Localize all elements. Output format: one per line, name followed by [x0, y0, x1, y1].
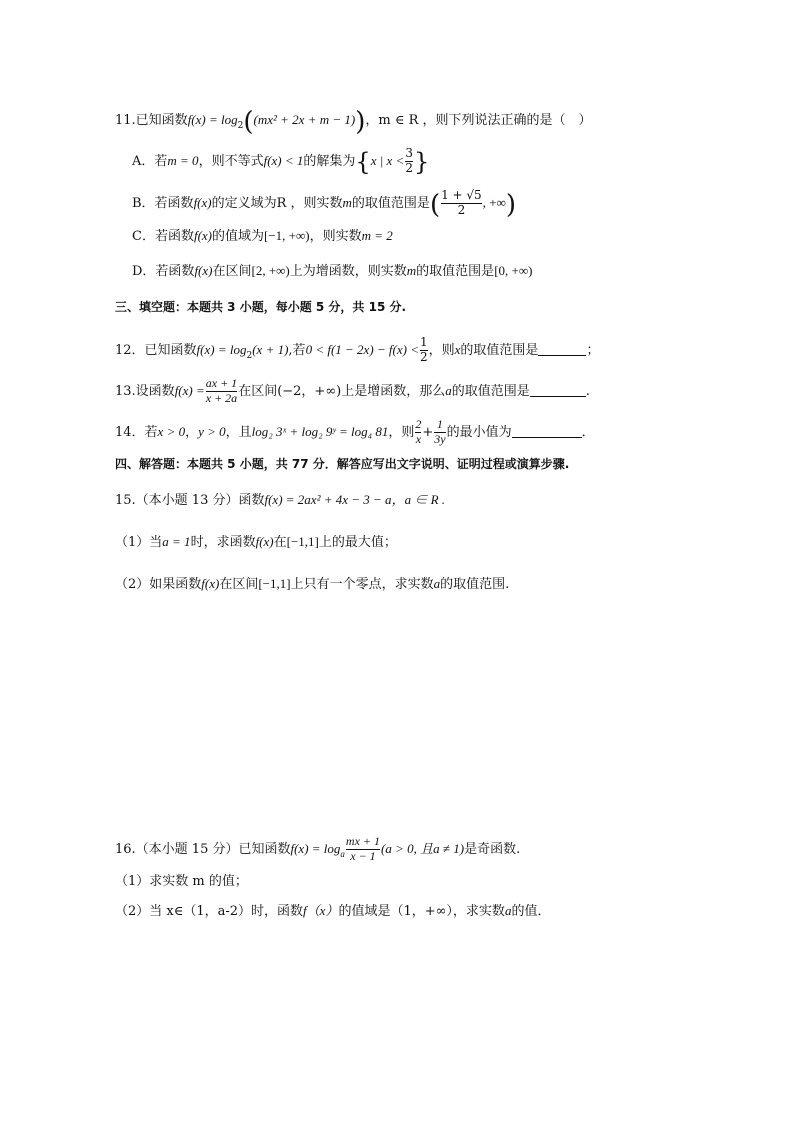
q16p2-mid: 的值域是（1，+∞），求实数 [338, 904, 505, 919]
q11-mid: ，m ∈ R ，则下列说法正确的是（ ） [365, 113, 592, 128]
q15p1-pre: （1）当 [115, 535, 163, 550]
q16p2-fx: f（x） [303, 903, 339, 918]
q11d-pre: D．若函数 [132, 264, 195, 279]
q13-a: a [445, 382, 452, 398]
q13-den: x + 2a [205, 390, 238, 405]
q11b-post: 的取值范围是 [351, 195, 430, 211]
q14-n2: 1 [436, 417, 443, 431]
q11a-ineq: f(x) < 1 [263, 152, 304, 168]
q12-end: ； [586, 342, 600, 358]
q16-frac [346, 835, 380, 864]
q14-mid: ，且 [225, 424, 252, 440]
q14-post2: 的最小值为 [446, 424, 512, 440]
q11a-den: 2 [405, 160, 413, 175]
q11d-mid: 在区间 [212, 264, 252, 279]
q11-stem: 11.已知函数$f(x) = \log_2((mx^2 + 2x + m - 1))$，m ∈ R ，则下列说法正确的是（ ） [115, 107, 592, 137]
q15p1-int: [−1,1] [286, 534, 319, 549]
q15-part2 [115, 577, 509, 591]
q13-num: ax + 1 [205, 376, 238, 390]
q16-head: 16.（本小题 15 分）已知函数 [115, 841, 291, 857]
q11c-range: [−1, +∞) [264, 228, 310, 243]
q15-head: 15.（本小题 13 分）函数 [115, 493, 265, 508]
q15p2-pre: （2）如果函数 [115, 577, 202, 592]
q12-pre: 12．已知函数 [115, 342, 197, 358]
q11a-mid: ，则不等式 [198, 153, 264, 169]
q12-cond: 0 < f(1 − 2x) − f(x) < [305, 341, 419, 357]
q12-num: 1 [419, 335, 428, 349]
q15p2-fx: f(x) [201, 576, 220, 591]
q11d-interval: [2, +∞) [251, 263, 290, 278]
q16p2-pre: （2）当 x∈（1，a-2）时，函数 [115, 904, 304, 919]
q13-frac [206, 377, 237, 406]
q12-post2: 的取值范围是 [460, 342, 539, 358]
q13-pre: 13.设函数 [115, 383, 175, 399]
q11d-fx: f(x) [194, 263, 213, 278]
q11c-post: ，则实数 [309, 229, 362, 244]
q11a-num: 3 [405, 146, 413, 160]
q16-tail: 是奇函数. [464, 841, 521, 857]
q11-option-b: B．若函数f(x)的定义域为R ，则实数m的取值范围是( $\frac{1 + √5}{2}$ , +∞) [132, 188, 516, 220]
q15p1-mid: 时，求函数 [190, 535, 256, 550]
q11b-fx: f(x) [193, 194, 212, 210]
q16-base: a [340, 848, 345, 859]
q11b-tail: , +∞ [482, 194, 506, 210]
q14-eq: log₂ 3ˣ + log₂ 9ʸ = log₄ 81 [251, 423, 389, 439]
q11c-pre: C．若函数 [132, 229, 194, 244]
q14-plus: + [422, 424, 434, 440]
q14-post: ，则 [388, 424, 415, 440]
q11c-eq: m = 2 [361, 228, 393, 243]
q15p2-a: a [433, 576, 441, 591]
q16-num: mx + 1 [345, 834, 381, 848]
q15p2-int: [−1,1] [258, 576, 291, 591]
q11a-pre: A．若 [132, 153, 168, 169]
q13 [115, 377, 590, 406]
q11-option-a: A．若m = 0，则不等式f(x) < 1的解集为{x | x < $\frac{3}{2}$ } [132, 146, 430, 176]
q14-answer-blank [512, 425, 582, 438]
q16p2-end: 的值． [511, 904, 551, 919]
q11b-mid: 的定义域为R ，则实数 [211, 195, 343, 211]
q16-func: f(x) = log [290, 840, 341, 856]
q15p2-end: 的取值范围. [440, 577, 510, 592]
q12-post: ，则 [428, 342, 455, 358]
q11-option-c [132, 229, 393, 243]
q15p1-post: 上的最大值； [318, 535, 397, 550]
q11c-mid: 的值域为 [212, 229, 265, 244]
q11a-post: 的解集为 [303, 153, 356, 169]
q14-d2: 3y [434, 431, 446, 446]
q12-arg: (x + 1) [252, 341, 289, 357]
q11b-num: 1 + √5 [441, 188, 482, 202]
q16-cond: (a > 0, 且a ≠ 1) [381, 840, 465, 856]
q13-post: 的取值范围是 [451, 383, 530, 399]
q16-part2 [115, 904, 550, 918]
q14-pre: 14．若 [115, 424, 158, 440]
q12-mid: ,若 [288, 342, 306, 358]
q12-frac [420, 336, 428, 365]
q11-option-d [132, 264, 532, 278]
q11b-frac [441, 189, 482, 218]
q11-prefix: 11.已知函数 [115, 113, 188, 128]
q13-end: . [585, 383, 590, 399]
q15p2-in: 在区间 [219, 577, 259, 592]
q11b-m: m [342, 194, 352, 210]
q14-d1: x [415, 431, 422, 446]
q11d-ans: [0, +∞) [494, 263, 533, 278]
q12-answer-blank [538, 343, 586, 356]
section-4-heading: 四、解答题：本题共 5 小题，共 77 分．解答应写出文字说明、证明过程或演算步骤. [115, 457, 570, 471]
q14-frac1 [415, 418, 421, 447]
q12 [115, 336, 599, 365]
q11a-cond: m = 0 [167, 152, 199, 168]
q14 [115, 418, 595, 447]
section-3-heading: 三、填空题：本题共 3 小题，每小题 5 分，共 15 分. [115, 300, 407, 314]
q16-part1: （1）求实数 m 的值； [115, 874, 248, 889]
q12-base: 2 [246, 350, 253, 361]
q11b-den: 2 [441, 203, 482, 218]
q11-arg: (mx² + 2x + m − 1) [253, 112, 356, 127]
q14-c2: y > 0 [198, 423, 226, 439]
q11b-pre: B．若函数 [132, 195, 194, 211]
q15-part1 [115, 535, 397, 549]
q13-answer-blank [530, 384, 586, 397]
q12-den: 2 [419, 349, 428, 364]
q14-end: ． [581, 424, 595, 440]
q11d-m: m [406, 263, 417, 278]
q13-mid: 在区间(−2，+∞)上是增函数，那么 [238, 383, 446, 399]
q14-c1: x > 0 [157, 423, 186, 439]
q12-x: x [454, 341, 461, 357]
q15p1-fx: f(x) [255, 534, 274, 549]
q16-stem [115, 835, 520, 864]
q16p2-a: a [504, 903, 512, 918]
q15p2-post: 上只有一个零点，求实数 [290, 577, 434, 592]
q15-func: f(x) = 2ax² + 4x − 3 − a [264, 492, 392, 507]
q14-frac2 [434, 418, 445, 447]
q15p1-in: 在 [273, 535, 287, 550]
q11-func: f(x) = log [187, 112, 238, 127]
q13-lhs: f(x) = [174, 382, 205, 398]
q12-func: f(x) = log [196, 341, 247, 357]
q11-base: 2 [237, 121, 244, 131]
q11a-frac [405, 147, 413, 176]
q14-sep: ， [185, 424, 199, 440]
q15-stem [115, 493, 445, 507]
q11d-post: 上为增函数，则实数 [289, 264, 407, 279]
q15-tail: ，a ∈ R . [391, 492, 446, 507]
q11a-set: x | x < [370, 152, 405, 168]
q14-n1: 2 [415, 417, 422, 431]
q11c-fx: f(x) [193, 228, 212, 243]
q11d-post2: 的取值范围是 [416, 264, 495, 279]
q16-den: x − 1 [346, 849, 380, 864]
q15p1-cond: a = 1 [162, 534, 191, 549]
